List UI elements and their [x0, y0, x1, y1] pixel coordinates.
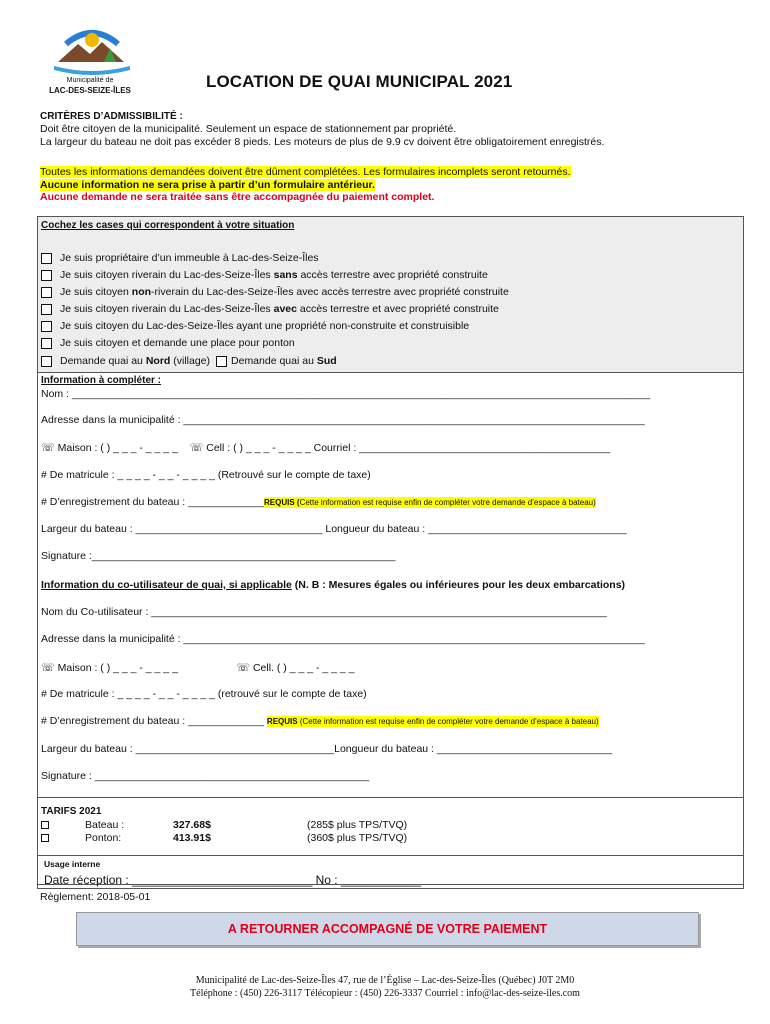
- co-heading-row: Information du co-utilisateur de quai, si applicable (N. B : Mesures égales ou inférieures pour les deux embarcations): [41, 579, 626, 591]
- return-banner: [76, 912, 699, 946]
- situation-option-1[interactable]: Je suis propriétaire d’un immeuble à Lac-des-Seize-Îles: [41, 252, 319, 264]
- situation-option-4[interactable]: Je suis citoyen riverain du Lac-des-Seize-Îles avec accès terrestre et avec propriété construite: [41, 303, 499, 315]
- tarif-row: Bateau : 327.68$ (285$ plus TPS/TVQ): [41, 819, 407, 831]
- co-signature-field[interactable]: Signature : _______________________________________________: [41, 770, 370, 782]
- co-adresse-field[interactable]: Adresse dans la municipalité : _______________________________________________________________________________: [41, 633, 645, 645]
- requis-label: REQUIS (: [264, 498, 300, 507]
- square-bullet-icon: [41, 821, 49, 829]
- co-matricule-field[interactable]: # De matricule : _ _ _ _ - _ _ - _ _ _ _ (retrouvé sur le compte de taxe): [41, 688, 367, 700]
- situation-option-5[interactable]: Je suis citoyen du Lac-des-Seize-Îles ayant une propriété non-construite et construisible: [41, 320, 469, 332]
- situation-option-6[interactable]: Je suis citoyen et demande une place pour ponton: [41, 337, 295, 349]
- tarif-row: Ponton: 413.91$ (360$ plus TPS/TVQ): [41, 832, 407, 844]
- tarifs-heading: TARIFS 2021: [41, 806, 102, 817]
- matricule-field[interactable]: # De matricule : _ _ _ _ - _ _ - _ _ _ _ (Retrouvé sur le compte de taxe): [41, 469, 371, 481]
- notice-line3: Aucune demande ne sera traitée sans être accompagnée du paiement complet.: [40, 191, 435, 203]
- page-footer: [0, 974, 770, 1000]
- criteria-heading: CRITÈRES D’ADMISSIBILITÉ :: [40, 111, 183, 122]
- phone-icon: ☏: [41, 442, 55, 454]
- notice-line1: Toutes les informations demandées doivent être dûment complétées. Les formulaires incomplets seront retournés.: [40, 166, 571, 178]
- checkbox-quai-nord[interactable]: [41, 356, 52, 367]
- page-title: LOCATION DE QUAI MUNICIPAL 2021: [206, 72, 513, 91]
- checkbox[interactable]: [41, 338, 52, 349]
- situation-heading: Cochez les cases qui correspondent à votre situation: [41, 220, 295, 231]
- notice-block: [40, 166, 571, 204]
- logo-text: [42, 76, 138, 96]
- logo-graphic: [44, 22, 140, 82]
- reglement-text: Règlement: 2018-05-01: [40, 891, 151, 903]
- phone-icon: ☏: [236, 662, 251, 674]
- phone-icon: ☏: [41, 662, 55, 674]
- nom-field[interactable]: Nom : ___________________________________________________________________________________________________: [41, 388, 651, 400]
- form-frame: [37, 216, 744, 885]
- co-phone-row[interactable]: ☏ Maison : ( ) _ _ _ - _ _ _ _ ☏ Cell. ( ) _ _ _ - _ _ _ _: [41, 662, 355, 674]
- criteria-line2: La largeur du bateau ne doit pas excéder 8 pieds. Les moteurs de plus de 9.9 cv doivent être obligatoirement enregistrés.: [40, 136, 605, 148]
- co-nom-field[interactable]: Nom du Co-utilisateur : ______________________________________________________________________________: [41, 606, 607, 618]
- co-enregistrement-row[interactable]: # D’enregistrement du bateau : _____________ REQUIS (Cette information est requise enfin de compléter votre demande d’espace à bateau): [41, 715, 599, 727]
- info-section: [38, 373, 743, 797]
- checkbox-quai-sud[interactable]: [216, 356, 227, 367]
- criteria-line1: Doit être citoyen de la municipalité. Seulement un espace de stationnement par propriété.: [40, 123, 457, 135]
- square-bullet-icon: [41, 834, 49, 842]
- footer-address: Municipalité de Lac-des-Seize-Îles 47, rue de l’Église – Lac-des-Seize-Îles (Québec) J0T 2M0: [195, 975, 575, 986]
- co-dimensions-field[interactable]: Largeur du bateau : __________________________________Longueur du bateau : ______________________________: [41, 743, 613, 755]
- usage-interne-box: [37, 855, 744, 889]
- phone-row[interactable]: ☏ Maison : ( ) _ _ _ - _ _ _ _ ☏ Cell : ( ) _ _ _ - _ _ _ _ Courriel : ___________________________________________: [41, 442, 611, 454]
- logo-line1: Municipalité de: [66, 77, 114, 84]
- usage-heading: Usage interne: [44, 859, 101, 869]
- footer-contact: Téléphone : (450) 226-3117 Télécopieur : (450) 226-3337 Courriel : info@lac-des-seize-iles.com: [190, 988, 580, 999]
- situation-option-2[interactable]: Je suis citoyen riverain du Lac-des-Seize-Îles sans accès terrestre avec propriété construite: [41, 269, 488, 281]
- requis-label: REQUIS: [266, 717, 298, 726]
- dimensions-field[interactable]: Largeur du bateau : ________________________________ Longueur du bateau : __________________________________: [41, 523, 627, 535]
- enregistrement-row[interactable]: # D’enregistrement du bateau : _____________REQUIS (Cette information est requise enfin de compléter votre demande d’espace à bateau): [41, 496, 596, 508]
- checkbox[interactable]: [41, 253, 52, 264]
- situation-option-3[interactable]: Je suis citoyen non -riverain du Lac-des-Seize-Îles avec accès terrestre avec propriété construite: [41, 286, 509, 298]
- checkbox[interactable]: [41, 270, 52, 281]
- co-heading: Information du co-utilisateur de quai, si applicable: [41, 579, 292, 591]
- quai-request-row: Demande quai au Nord (village) Demande quai au Sud: [41, 355, 337, 367]
- criteria-block: [40, 110, 604, 149]
- signature-field[interactable]: Signature :____________________________________________________: [41, 550, 396, 562]
- date-reception-field[interactable]: Date réception : ___________________________ No : ____________: [44, 873, 422, 887]
- situation-section: [38, 217, 743, 373]
- phone-icon: ☏: [189, 442, 204, 454]
- checkbox[interactable]: [41, 287, 52, 298]
- notice-line2: Aucune information ne sera prise à partir d’un formulaire antérieur.: [40, 178, 375, 191]
- adresse-field[interactable]: Adresse dans la municipalité : _______________________________________________________________________________: [41, 414, 645, 426]
- banner-text: A RETOURNER ACCOMPAGNÉ DE VOTRE PAIEMENT: [227, 922, 548, 936]
- info-heading: Information à compléter :: [41, 375, 162, 386]
- checkbox[interactable]: [41, 304, 52, 315]
- logo-line2: LAC-DES-SEIZE-ÎLES: [49, 86, 131, 95]
- checkbox[interactable]: [41, 321, 52, 332]
